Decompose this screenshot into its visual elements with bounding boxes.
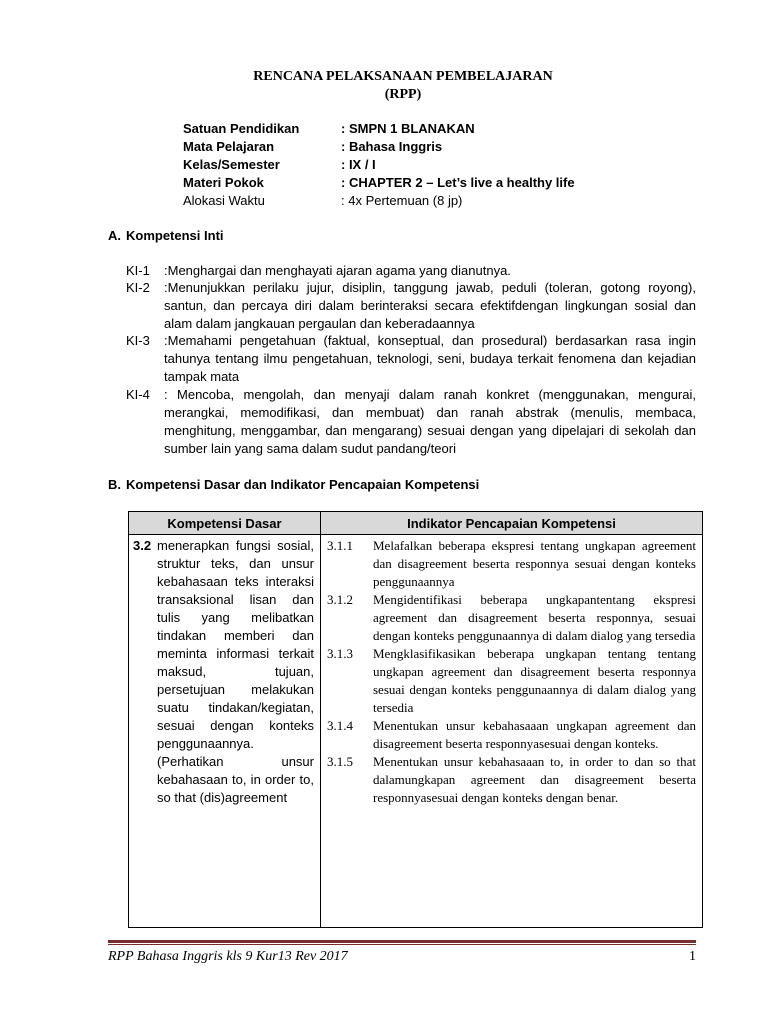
indicator-text: Melafalkan beberapa ekspresi tentang ungkapan agreement dan disagreement beserta responnya sesuai dengan konteks penggunaannya: [373, 538, 696, 589]
meta-key: Materi Pokok: [183, 175, 264, 190]
meta-value: : CHAPTER 2 – Let’s live a healthy life: [341, 175, 575, 190]
indicator-cell: [321, 535, 703, 928]
page-number: 1: [689, 949, 696, 964]
section-b-heading: [108, 477, 479, 492]
meta-key: Mata Pelajaran: [183, 139, 275, 154]
ki-text: :Menghargai dan menghayati ajaran agama yang dianutnya.: [164, 263, 511, 278]
ki-text: :Memahami pengetahuan (faktual, konseptual, dan prosedural) berdasarkan rasa ingin tahunya tentang ilmu pengetahuan, teknologi, seni, budaya terkait fenomena dan kejadian tampak mata: [164, 333, 696, 384]
indicator-number: 3.1.5: [327, 754, 353, 769]
meta-row: [183, 192, 575, 210]
kd-cell: [129, 535, 321, 928]
indicator-text: Mengklasifikasikan beberapa ungkapan tentang tentang ungkapan agreement dan disagreement beserta responnya sesuai dengan konteks penggunaannya di dalam dialog yang tersedia: [373, 646, 696, 715]
kd-text: menerapkan fungsi sosial, struktur teks, dan unsur kebahasaan teks interaksi transaksional lisan dan tulis yang melibatkan tindakan memberi dan meminta informasi terkait maksud, tujuan, persetujuan melakukan suatu tindakan/kegiatan, sesuai dengan konteks penggunaannya.: [157, 538, 314, 751]
ki-item: [126, 332, 696, 386]
document-subtitle: (RPP): [384, 87, 422, 102]
meta-key: Kelas/Semester: [183, 157, 280, 172]
meta-value: : 4x Pertemuan (8 jp): [341, 193, 463, 208]
table-header-kd: Kompetensi Dasar: [129, 512, 321, 535]
ki-code: KI-1: [126, 263, 150, 278]
footer-divider-thin: [108, 944, 696, 945]
meta-row: [183, 174, 575, 192]
ki-code: KI-2: [126, 280, 150, 295]
meta-value: : SMPN 1 BLANAKAN: [341, 121, 475, 136]
ki-item: [126, 262, 696, 280]
indicator-text: Mengidentifikasi beberapa ungkapantentang ekspresi agreement dan disagreement beserta responnya, sesuai dengan konteks penggunaannya di dalam dialog yang tersedia: [373, 592, 696, 643]
ki-item: [126, 279, 696, 333]
indicator-number: 3.1.3: [327, 646, 353, 661]
meta-value: : Bahasa Inggris: [341, 139, 443, 154]
section-title: Kompetensi Dasar dan Indikator Pencapaian Kompetensi: [126, 477, 480, 492]
section-letter: B.: [108, 477, 121, 492]
ki-text: :Menunjukkan perilaku jujur, disiplin, tanggung jawab, peduli (toleran, gotong royong), santun, dan percaya diri dalam berinteraksi secara efektifdengan lingkungan sosial dan alam dalam jangkauan pergaulan dan keberadaannya: [164, 280, 696, 331]
footer-text: RPP Bahasa Inggris kls 9 Kur13 Rev 2017: [108, 949, 348, 964]
ki-item: [126, 386, 696, 458]
indicator-item: [327, 537, 696, 591]
meta-block: [183, 120, 575, 210]
meta-key: Satuan Pendidikan: [183, 121, 300, 136]
footer-divider: [108, 940, 696, 943]
section-letter: A.: [108, 228, 121, 243]
meta-row: [183, 120, 575, 138]
indicator-item: [327, 717, 696, 753]
ki-code: KI-3: [126, 333, 150, 348]
competency-table: [128, 511, 703, 928]
indicator-number: 3.1.1: [327, 538, 353, 553]
table-header-indicator: Indikator Pencapaian Kompetensi: [321, 512, 703, 535]
indicator-item: [327, 753, 696, 807]
meta-row: [183, 138, 575, 156]
meta-key: Alokasi Waktu: [183, 193, 265, 208]
indicator-text: Menentukan unsur kebahasaaan to, in order to dan so that dalamungkapan agreement dan disagreement beserta responnyasesuai dengan konteks dengan benar.: [373, 754, 696, 805]
meta-value: : IX / I: [341, 157, 376, 172]
indicator-text: Menentukan unsur kebahasaaan ungkapan agreement dan disagreement beserta responnyasesuai dengan konteks.: [373, 718, 696, 751]
meta-row: [183, 156, 575, 174]
indicator-number: 3.1.2: [327, 592, 353, 607]
kd-note: (Perhatikan unsur kebahasaan to, in order to, so that (dis)agreement: [157, 754, 314, 805]
kd-number: 3.2: [133, 538, 152, 553]
table-row: [129, 535, 703, 928]
table-header-row: [129, 512, 703, 535]
indicator-item: [327, 645, 696, 717]
ki-code: KI-4: [126, 387, 150, 402]
indicator-item: [327, 591, 696, 645]
ki-text: : Mencoba, mengolah, dan menyaji dalam ranah konkret (menggunakan, mengurai, merangkai, memodifikasi, dan membuat) dan ranah abstrak (menulis, membaca, menghitung, menggambar, dan mengarang) sesuai dengan yang dipelajari di sekolah dan sumber lain yang sama dalam sudut pandang/teori: [164, 387, 696, 456]
document-title: RENCANA PELAKSANAAN PEMBELAJARAN: [253, 69, 553, 84]
section-a-heading: [108, 228, 224, 243]
section-title: Kompetensi Inti: [126, 228, 224, 243]
indicator-number: 3.1.4: [327, 718, 353, 733]
